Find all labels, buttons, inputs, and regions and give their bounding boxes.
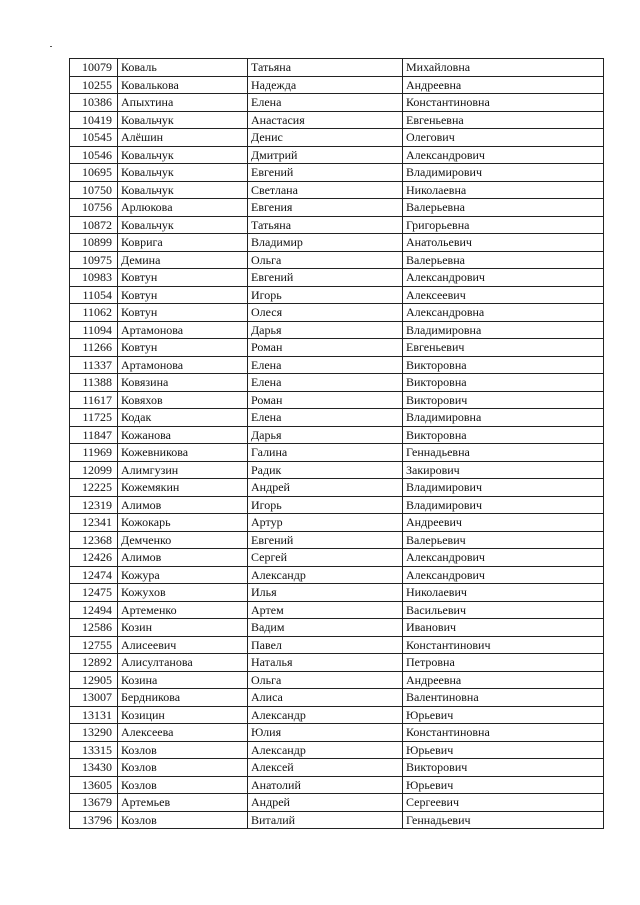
record-id-cell: 11337	[70, 356, 118, 374]
last-name-cell: Алимгузин	[118, 461, 248, 479]
patronymic-cell: Николаевна	[403, 181, 604, 199]
patronymic-cell: Юрьевич	[403, 776, 604, 794]
first-name-cell: Дмитрий	[248, 146, 403, 164]
patronymic-cell: Михайловна	[403, 59, 604, 77]
first-name-cell: Артем	[248, 601, 403, 619]
patronymic-cell: Владимирович	[403, 479, 604, 497]
record-id-cell: 12099	[70, 461, 118, 479]
patronymic-cell: Евгеньевна	[403, 111, 604, 129]
patronymic-cell: Константиновна	[403, 94, 604, 112]
table-row	[70, 496, 604, 514]
table-row	[70, 146, 604, 164]
table-row	[70, 531, 604, 549]
names-table-body	[70, 59, 604, 829]
last-name-cell: Козлов	[118, 759, 248, 777]
last-name-cell: Коврига	[118, 234, 248, 252]
table-row	[70, 654, 604, 672]
record-id-cell: 13430	[70, 759, 118, 777]
record-id-cell: 12474	[70, 566, 118, 584]
patronymic-cell: Викторовна	[403, 356, 604, 374]
table-row	[70, 129, 604, 147]
table-row	[70, 549, 604, 567]
record-id-cell: 11847	[70, 426, 118, 444]
patronymic-cell: Олегович	[403, 129, 604, 147]
record-id-cell: 12225	[70, 479, 118, 497]
table-row	[70, 636, 604, 654]
first-name-cell: Андрей	[248, 479, 403, 497]
last-name-cell: Коваль	[118, 59, 248, 77]
last-name-cell: Алимов	[118, 496, 248, 514]
patronymic-cell: Викторович	[403, 759, 604, 777]
first-name-cell: Роман	[248, 391, 403, 409]
record-id-cell: 12494	[70, 601, 118, 619]
last-name-cell: Кожанова	[118, 426, 248, 444]
record-id-cell: 11054	[70, 286, 118, 304]
patronymic-cell: Александрович	[403, 566, 604, 584]
first-name-cell: Светлана	[248, 181, 403, 199]
first-name-cell: Елена	[248, 409, 403, 427]
last-name-cell: Козлов	[118, 811, 248, 829]
first-name-cell: Евгений	[248, 531, 403, 549]
table-row	[70, 759, 604, 777]
first-name-cell: Денис	[248, 129, 403, 147]
first-name-cell: Евгений	[248, 164, 403, 182]
record-id-cell: 10872	[70, 216, 118, 234]
last-name-cell: Алимов	[118, 549, 248, 567]
first-name-cell: Вадим	[248, 619, 403, 637]
patronymic-cell: Константинович	[403, 636, 604, 654]
table-row	[70, 269, 604, 287]
last-name-cell: Козлов	[118, 741, 248, 759]
record-id-cell: 13605	[70, 776, 118, 794]
patronymic-cell: Владимирович	[403, 164, 604, 182]
last-name-cell: Козин	[118, 619, 248, 637]
patronymic-cell: Сергеевич	[403, 794, 604, 812]
table-row	[70, 164, 604, 182]
names-table	[69, 58, 604, 829]
table-row	[70, 356, 604, 374]
first-name-cell: Александр	[248, 706, 403, 724]
first-name-cell: Алиса	[248, 689, 403, 707]
record-id-cell: 11969	[70, 444, 118, 462]
first-name-cell: Сергей	[248, 549, 403, 567]
patronymic-cell: Петровна	[403, 654, 604, 672]
last-name-cell: Артамонова	[118, 356, 248, 374]
last-name-cell: Ковальчук	[118, 216, 248, 234]
last-name-cell: Артамонова	[118, 321, 248, 339]
record-id-cell: 10545	[70, 129, 118, 147]
record-id-cell: 10750	[70, 181, 118, 199]
record-id-cell: 12586	[70, 619, 118, 637]
record-id-cell: 12475	[70, 584, 118, 602]
first-name-cell: Елена	[248, 94, 403, 112]
record-id-cell: 10386	[70, 94, 118, 112]
table-row	[70, 584, 604, 602]
patronymic-cell: Валерьевич	[403, 531, 604, 549]
record-id-cell: 13315	[70, 741, 118, 759]
first-name-cell: Анастасия	[248, 111, 403, 129]
record-id-cell: 12892	[70, 654, 118, 672]
last-name-cell: Ковальчук	[118, 146, 248, 164]
first-name-cell: Игорь	[248, 496, 403, 514]
first-name-cell: Анатолий	[248, 776, 403, 794]
table-row	[70, 374, 604, 392]
patronymic-cell: Григорьевна	[403, 216, 604, 234]
record-id-cell: 10419	[70, 111, 118, 129]
table-row	[70, 199, 604, 217]
record-id-cell: 10255	[70, 76, 118, 94]
last-name-cell: Артеменко	[118, 601, 248, 619]
last-name-cell: Кодак	[118, 409, 248, 427]
table-row	[70, 304, 604, 322]
first-name-cell: Илья	[248, 584, 403, 602]
record-id-cell: 12319	[70, 496, 118, 514]
last-name-cell: Козлов	[118, 776, 248, 794]
table-row	[70, 321, 604, 339]
first-name-cell: Игорь	[248, 286, 403, 304]
record-id-cell: 11094	[70, 321, 118, 339]
table-row	[70, 514, 604, 532]
table-row	[70, 251, 604, 269]
last-name-cell: Кожура	[118, 566, 248, 584]
patronymic-cell: Николаевич	[403, 584, 604, 602]
first-name-cell: Алексей	[248, 759, 403, 777]
table-row	[70, 479, 604, 497]
patronymic-cell: Геннадьевна	[403, 444, 604, 462]
record-id-cell: 10546	[70, 146, 118, 164]
first-name-cell: Радик	[248, 461, 403, 479]
patronymic-cell: Александровна	[403, 304, 604, 322]
patronymic-cell: Викторовна	[403, 426, 604, 444]
last-name-cell: Кожухов	[118, 584, 248, 602]
patronymic-cell: Валентиновна	[403, 689, 604, 707]
table-row	[70, 794, 604, 812]
patronymic-cell: Александрович	[403, 549, 604, 567]
patronymic-cell: Валерьевна	[403, 199, 604, 217]
first-name-cell: Наталья	[248, 654, 403, 672]
first-name-cell: Павел	[248, 636, 403, 654]
last-name-cell: Ковальчук	[118, 111, 248, 129]
last-name-cell: Козицин	[118, 706, 248, 724]
first-name-cell: Галина	[248, 444, 403, 462]
table-row	[70, 216, 604, 234]
first-name-cell: Виталий	[248, 811, 403, 829]
patronymic-cell: Андреевич	[403, 514, 604, 532]
first-name-cell: Артур	[248, 514, 403, 532]
table-row	[70, 339, 604, 357]
patronymic-cell: Владимировна	[403, 409, 604, 427]
record-id-cell: 10079	[70, 59, 118, 77]
table-row	[70, 94, 604, 112]
table-row	[70, 566, 604, 584]
last-name-cell: Ковтун	[118, 286, 248, 304]
table-row	[70, 391, 604, 409]
first-name-cell: Роман	[248, 339, 403, 357]
last-name-cell: Ковяхов	[118, 391, 248, 409]
table-row	[70, 286, 604, 304]
patronymic-cell: Андреевна	[403, 671, 604, 689]
table-row	[70, 671, 604, 689]
record-id-cell: 11062	[70, 304, 118, 322]
last-name-cell: Кожевникова	[118, 444, 248, 462]
patronymic-cell: Иванович	[403, 619, 604, 637]
first-name-cell: Евгений	[248, 269, 403, 287]
patronymic-cell: Константиновна	[403, 724, 604, 742]
last-name-cell: Ковтун	[118, 339, 248, 357]
record-id-cell: 13131	[70, 706, 118, 724]
first-name-cell: Андрей	[248, 794, 403, 812]
last-name-cell: Ковязина	[118, 374, 248, 392]
record-id-cell: 12755	[70, 636, 118, 654]
table-row	[70, 181, 604, 199]
table-row	[70, 426, 604, 444]
patronymic-cell: Васильевич	[403, 601, 604, 619]
patronymic-cell: Евгеньевич	[403, 339, 604, 357]
table-row	[70, 741, 604, 759]
table-row	[70, 811, 604, 829]
table-row	[70, 234, 604, 252]
first-name-cell: Дарья	[248, 426, 403, 444]
last-name-cell: Артемьев	[118, 794, 248, 812]
record-id-cell: 11388	[70, 374, 118, 392]
record-id-cell: 12426	[70, 549, 118, 567]
record-id-cell: 12368	[70, 531, 118, 549]
last-name-cell: Ковальчук	[118, 181, 248, 199]
first-name-cell: Александр	[248, 741, 403, 759]
table-row	[70, 601, 604, 619]
first-name-cell: Татьяна	[248, 59, 403, 77]
table-row	[70, 444, 604, 462]
record-id-cell: 13007	[70, 689, 118, 707]
first-name-cell: Александр	[248, 566, 403, 584]
last-name-cell: Козина	[118, 671, 248, 689]
last-name-cell: Демченко	[118, 531, 248, 549]
record-id-cell: 10975	[70, 251, 118, 269]
record-id-cell: 13290	[70, 724, 118, 742]
first-name-cell: Елена	[248, 374, 403, 392]
record-id-cell: 11617	[70, 391, 118, 409]
table-row	[70, 461, 604, 479]
first-name-cell: Елена	[248, 356, 403, 374]
first-name-cell: Дарья	[248, 321, 403, 339]
first-name-cell: Владимир	[248, 234, 403, 252]
table-row	[70, 619, 604, 637]
record-id-cell: 10983	[70, 269, 118, 287]
table-row	[70, 76, 604, 94]
last-name-cell: Ковалькова	[118, 76, 248, 94]
last-name-cell: Кожокарь	[118, 514, 248, 532]
first-name-cell: Ольга	[248, 251, 403, 269]
table-row	[70, 706, 604, 724]
first-name-cell: Надежда	[248, 76, 403, 94]
record-id-cell: 10695	[70, 164, 118, 182]
last-name-cell: Алексеева	[118, 724, 248, 742]
patronymic-cell: Алексеевич	[403, 286, 604, 304]
patronymic-cell: Владимировна	[403, 321, 604, 339]
patronymic-cell: Александрович	[403, 269, 604, 287]
last-name-cell: Бердникова	[118, 689, 248, 707]
last-name-cell: Ковтун	[118, 269, 248, 287]
record-id-cell: 10756	[70, 199, 118, 217]
table-row	[70, 776, 604, 794]
patronymic-cell: Валерьевна	[403, 251, 604, 269]
first-name-cell: Олеся	[248, 304, 403, 322]
patronymic-cell: Юрьевич	[403, 706, 604, 724]
patronymic-cell: Юрьевич	[403, 741, 604, 759]
last-name-cell: Демина	[118, 251, 248, 269]
record-id-cell: 12341	[70, 514, 118, 532]
patronymic-cell: Викторович	[403, 391, 604, 409]
table-row	[70, 111, 604, 129]
last-name-cell: Кожемякин	[118, 479, 248, 497]
last-name-cell: Ковальчук	[118, 164, 248, 182]
record-id-cell: 12905	[70, 671, 118, 689]
patronymic-cell: Владимирович	[403, 496, 604, 514]
table-row	[70, 59, 604, 77]
record-id-cell: 13796	[70, 811, 118, 829]
last-name-cell: Арлюкова	[118, 199, 248, 217]
patronymic-cell: Викторовна	[403, 374, 604, 392]
last-name-cell: Апыхтина	[118, 94, 248, 112]
last-name-cell: Алисултанова	[118, 654, 248, 672]
first-name-cell: Евгения	[248, 199, 403, 217]
last-name-cell: Ковтун	[118, 304, 248, 322]
patronymic-cell: Александрович	[403, 146, 604, 164]
table-row	[70, 724, 604, 742]
table-row	[70, 409, 604, 427]
record-id-cell: 11725	[70, 409, 118, 427]
patronymic-cell: Андреевна	[403, 76, 604, 94]
scan-speck	[50, 46, 52, 47]
patronymic-cell: Геннадьевич	[403, 811, 604, 829]
patronymic-cell: Анатольевич	[403, 234, 604, 252]
first-name-cell: Татьяна	[248, 216, 403, 234]
first-name-cell: Юлия	[248, 724, 403, 742]
record-id-cell: 10899	[70, 234, 118, 252]
last-name-cell: Алисеевич	[118, 636, 248, 654]
patronymic-cell: Закирович	[403, 461, 604, 479]
first-name-cell: Ольга	[248, 671, 403, 689]
record-id-cell: 11266	[70, 339, 118, 357]
last-name-cell: Алёшин	[118, 129, 248, 147]
table-row	[70, 689, 604, 707]
record-id-cell: 13679	[70, 794, 118, 812]
